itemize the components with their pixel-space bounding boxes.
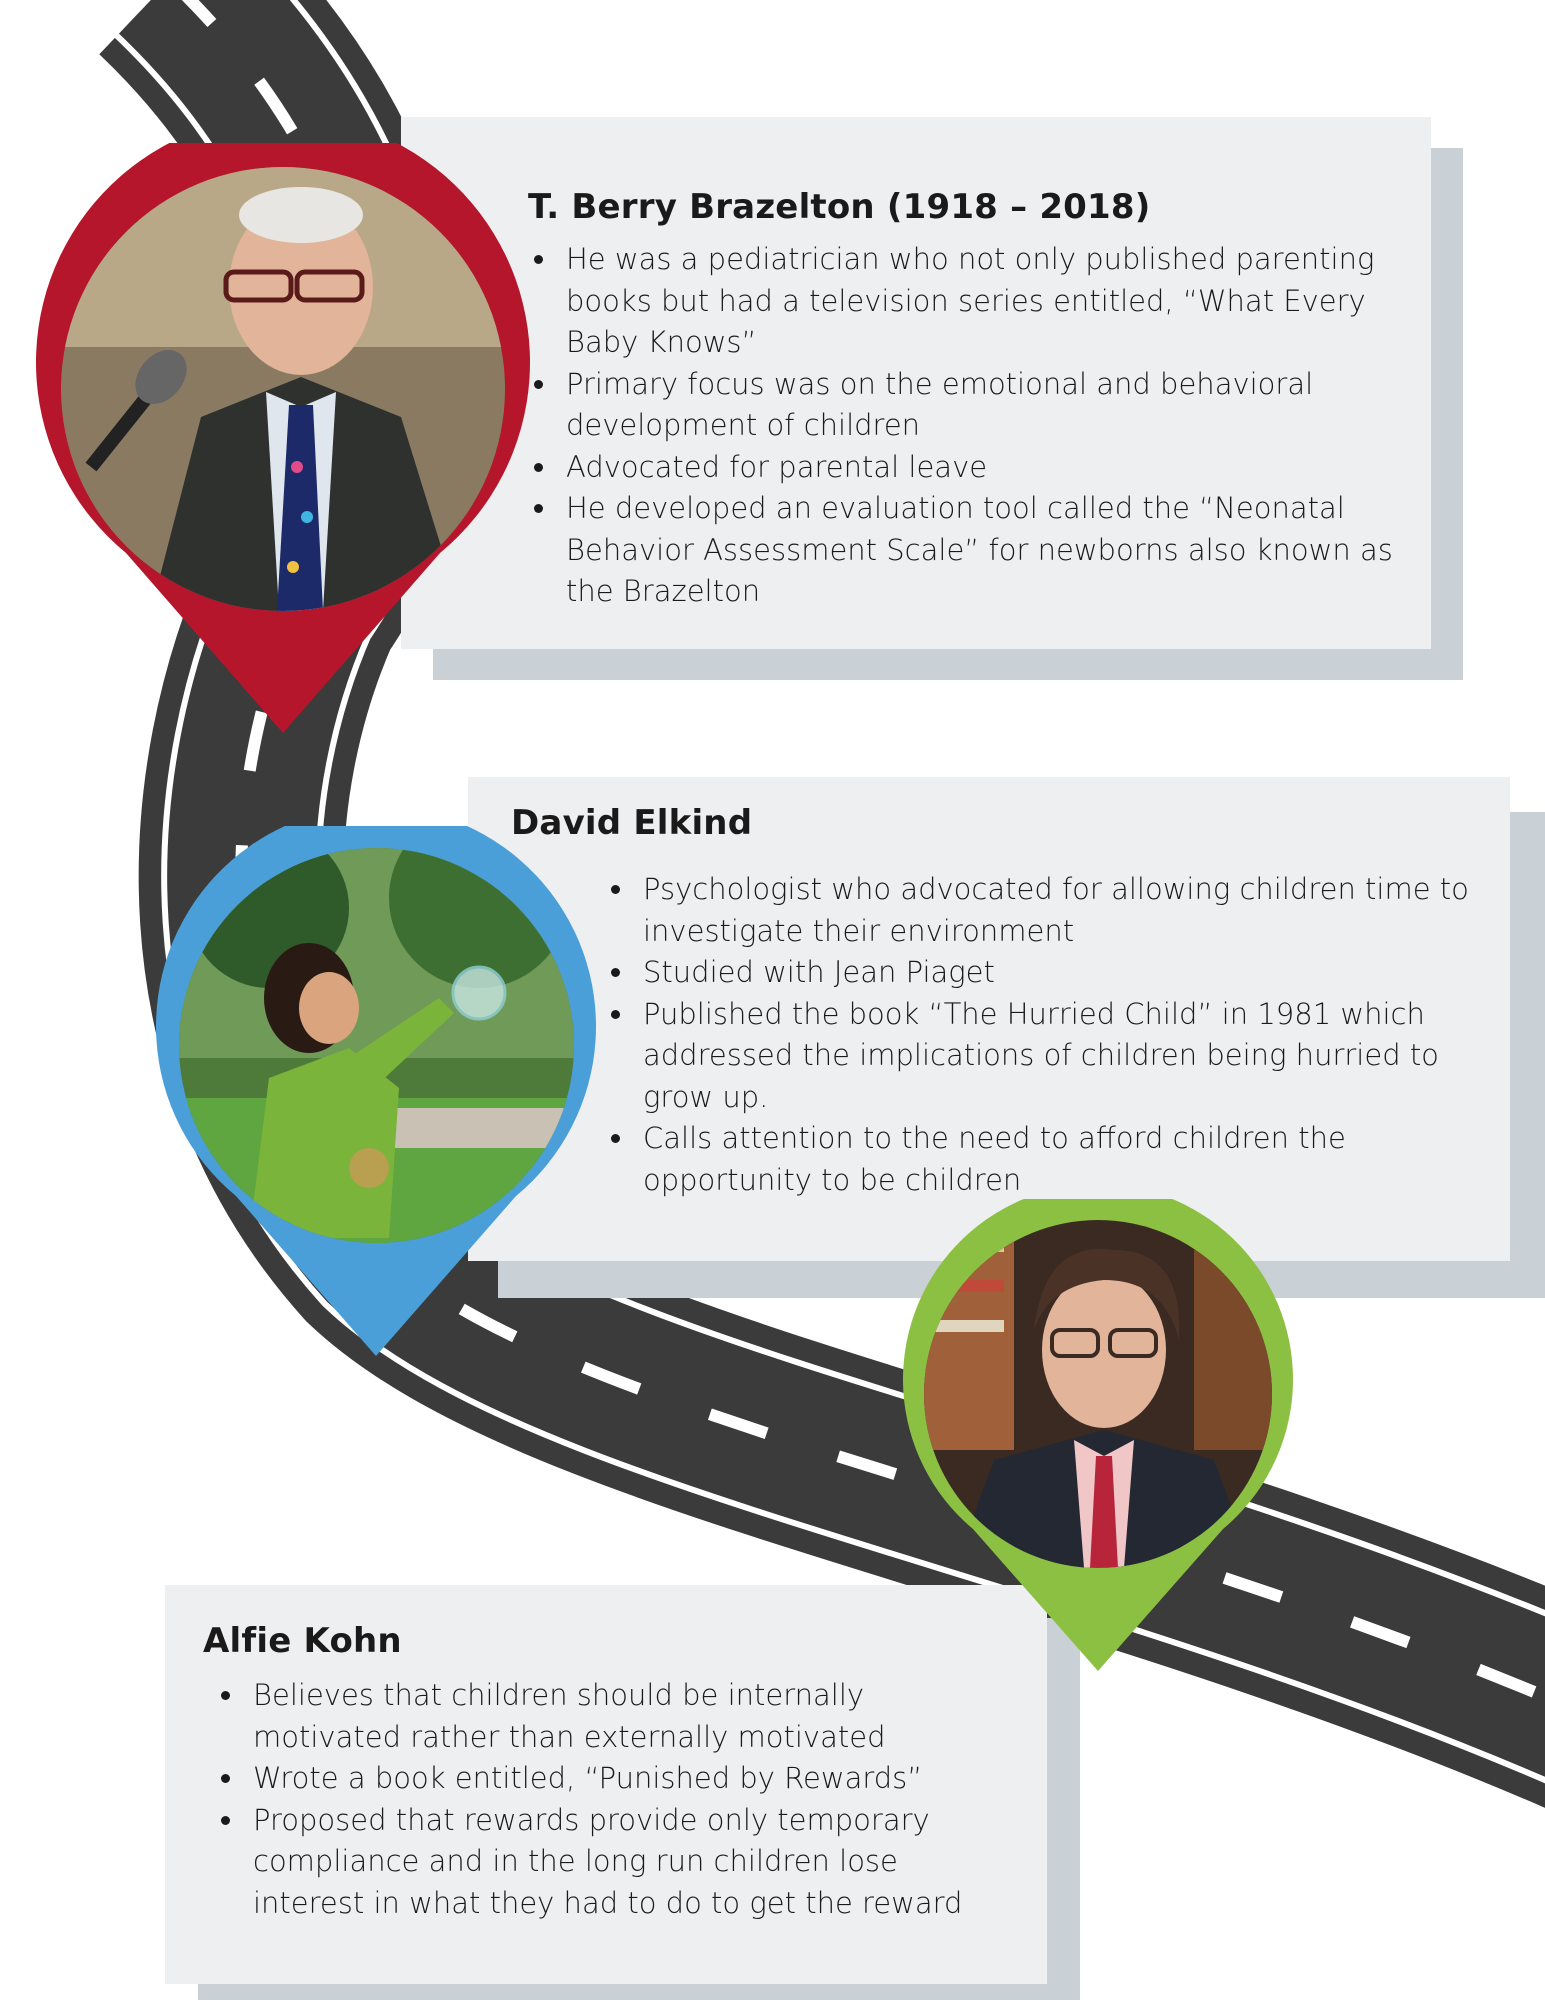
list-item: Advocated for parental leave: [526, 447, 1416, 489]
list-item: Studied with Jean Piaget: [603, 952, 1473, 994]
list-item: Calls attention to the need to afford children the opportunity to be children: [603, 1118, 1473, 1201]
girl-catching-bubble-photo: [179, 848, 574, 1243]
list-item: Primary focus was on the emotional and behavioral development of children: [526, 364, 1416, 447]
list-item: Psychologist who advocated for allowing children time to investigate their environment: [603, 869, 1473, 952]
list-item: Published the book “The Hurried Child” in 1981 which addressed the implications of children being hurried to grow up.: [603, 994, 1473, 1119]
smiling-man-with-glasses-photo: [924, 1220, 1272, 1568]
list-item: He was a pediatrician who not only published parenting books but had a television series entitled, “What Every Baby Knows”: [526, 239, 1416, 364]
green-map-pin: [903, 1199, 1293, 1674]
elkind-card: [468, 777, 1510, 1261]
list-item: Proposed that rewards provide only temporary compliance and in the long run children lose interest in what they had to do to get the reward: [213, 1800, 973, 1925]
red-map-pin: [36, 143, 530, 738]
list-item: He developed an evaluation tool called the “Neonatal Behavior Assessment Scale” for newborns also known as the Brazelton: [526, 488, 1416, 613]
list-item: Wrote a book entitled, “Punished by Rewards”: [213, 1758, 973, 1800]
elderly-man-at-microphone-photo: [61, 167, 505, 611]
elkind-points: [603, 869, 1473, 1201]
brazelton-card: [401, 117, 1431, 649]
kohn-name: Alfie Kohn: [203, 1621, 402, 1661]
kohn-points: [213, 1675, 973, 1924]
blue-map-pin: [156, 826, 597, 1359]
brazelton-name: T. Berry Brazelton (1918 – 2018): [528, 187, 1151, 227]
list-item: Believes that children should be internally motivated rather than externally motivated: [213, 1675, 973, 1758]
elkind-name: David Elkind: [511, 803, 753, 843]
brazelton-points: [526, 239, 1416, 613]
